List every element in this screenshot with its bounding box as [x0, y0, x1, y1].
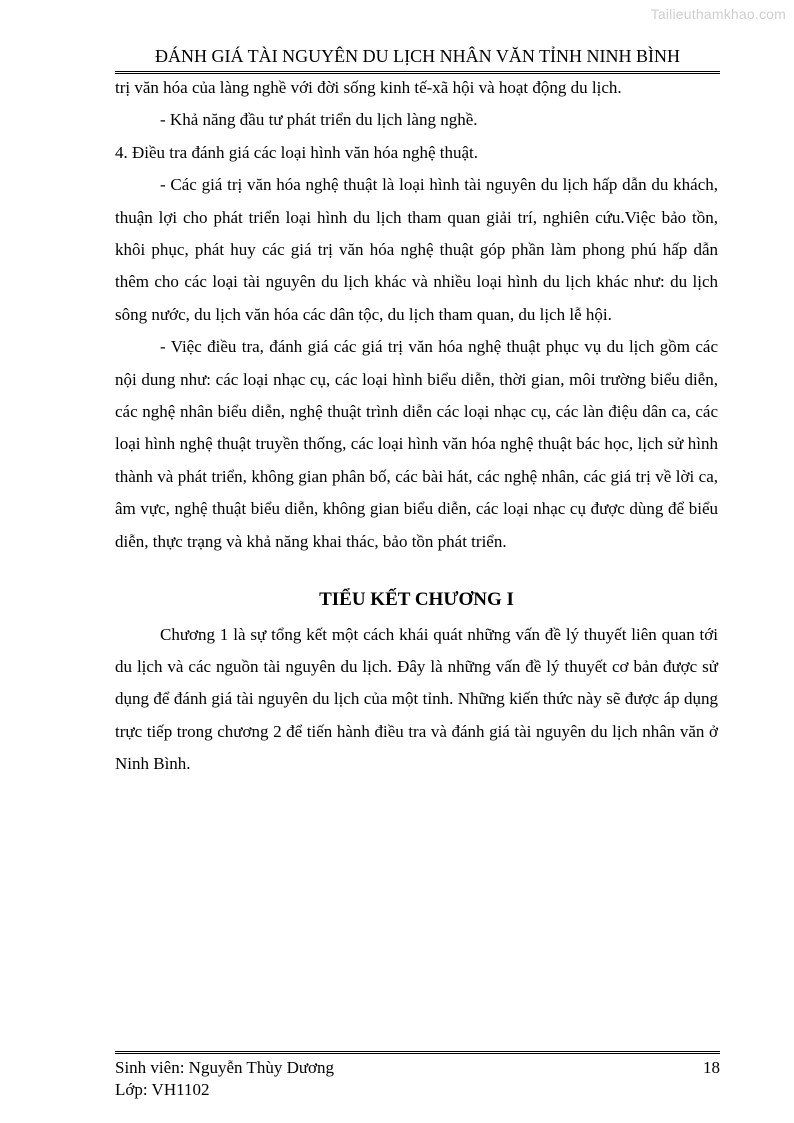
bullet-paragraph: - Việc điều tra, đánh giá các giá trị văn hóa nghệ thuật phục vụ du lịch gồm các nội dung như: các loại nhạc cụ, các loại hình biểu diễn, thời gian, môi trường biểu diễn, các nghệ nhân biểu diễn, nghệ thuật trình diễn các loại nhạc cụ, các làn điệu dân ca, các loại hình nghệ thuật truyền thống, các loại hình văn hóa nghệ thuật bác học, lịch sử hình thành và phát triển, không gian phân bố, các bài hát, các nghệ nhân, các giá trị về lời ca, âm vực, nghệ thuật biểu diễn, không gian biểu diễn, các loại nhạc cụ được dùng để biểu diễn, thực trạng và khả năng khai thác, bảo tồn phát triển.	[115, 337, 718, 551]
page-number: 18	[703, 1058, 720, 1077]
class-code: Lớp: VH1102	[115, 1080, 210, 1099]
student-name: Sinh viên: Nguyễn Thùy Dương	[115, 1058, 335, 1077]
bullet-paragraph: - Khả năng đầu tư phát triển du lịch làng nghề.	[160, 110, 478, 130]
document-body	[115, 72, 718, 781]
bullet-paragraph: - Các giá trị văn hóa nghệ thuật là loại hình tài nguyên du lịch hấp dẫn du khách, thuận lợi cho phát triển loại hình du lịch tham quan giải trí, nghiên cứu.Việc bảo tồn, khôi phục, phát huy các giá trị văn hóa nghệ thuật góp phần làm phong phú hấp dẫn thêm cho các loại tài nguyên du lịch khác và nhiều loại hình du lịch khác như: du lịch sông nước, du lịch văn hóa các dân tộc, du lịch tham quan, du lịch lễ hội.	[115, 175, 718, 324]
running-header: ĐÁNH GIÁ TÀI NGUYÊN DU LỊCH NHÂN VĂN TỈNH NINH BÌNH	[115, 44, 720, 74]
watermark: Tailieuthamkhao.com	[650, 6, 786, 22]
paragraph: Chương 1 là sự tổng kết một cách khái quát những vấn đề lý thuyết liên quan tới du lịch và các nguồn tài nguyên du lịch. Đây là những vấn đề lý thuyết cơ bản được sử dụng để đánh giá tài nguyên du lịch của một tỉnh. Những kiến thức này sẽ được áp dụng trực tiếp trong chương 2 để tiến hành điều tra và đánh giá tài nguyên du lịch nhân văn ở Ninh Bình.	[115, 624, 718, 774]
chapter-summary-title: TIỂU KẾT CHƯƠNG I	[319, 589, 514, 611]
page-footer	[115, 1051, 720, 1101]
paragraph: trị văn hóa của làng nghề với đời sống kinh tế-xã hội và hoạt động du lịch.	[115, 78, 622, 97]
section-heading: 4. Điều tra đánh giá các loại hình văn hóa nghệ thuật.	[115, 142, 479, 162]
